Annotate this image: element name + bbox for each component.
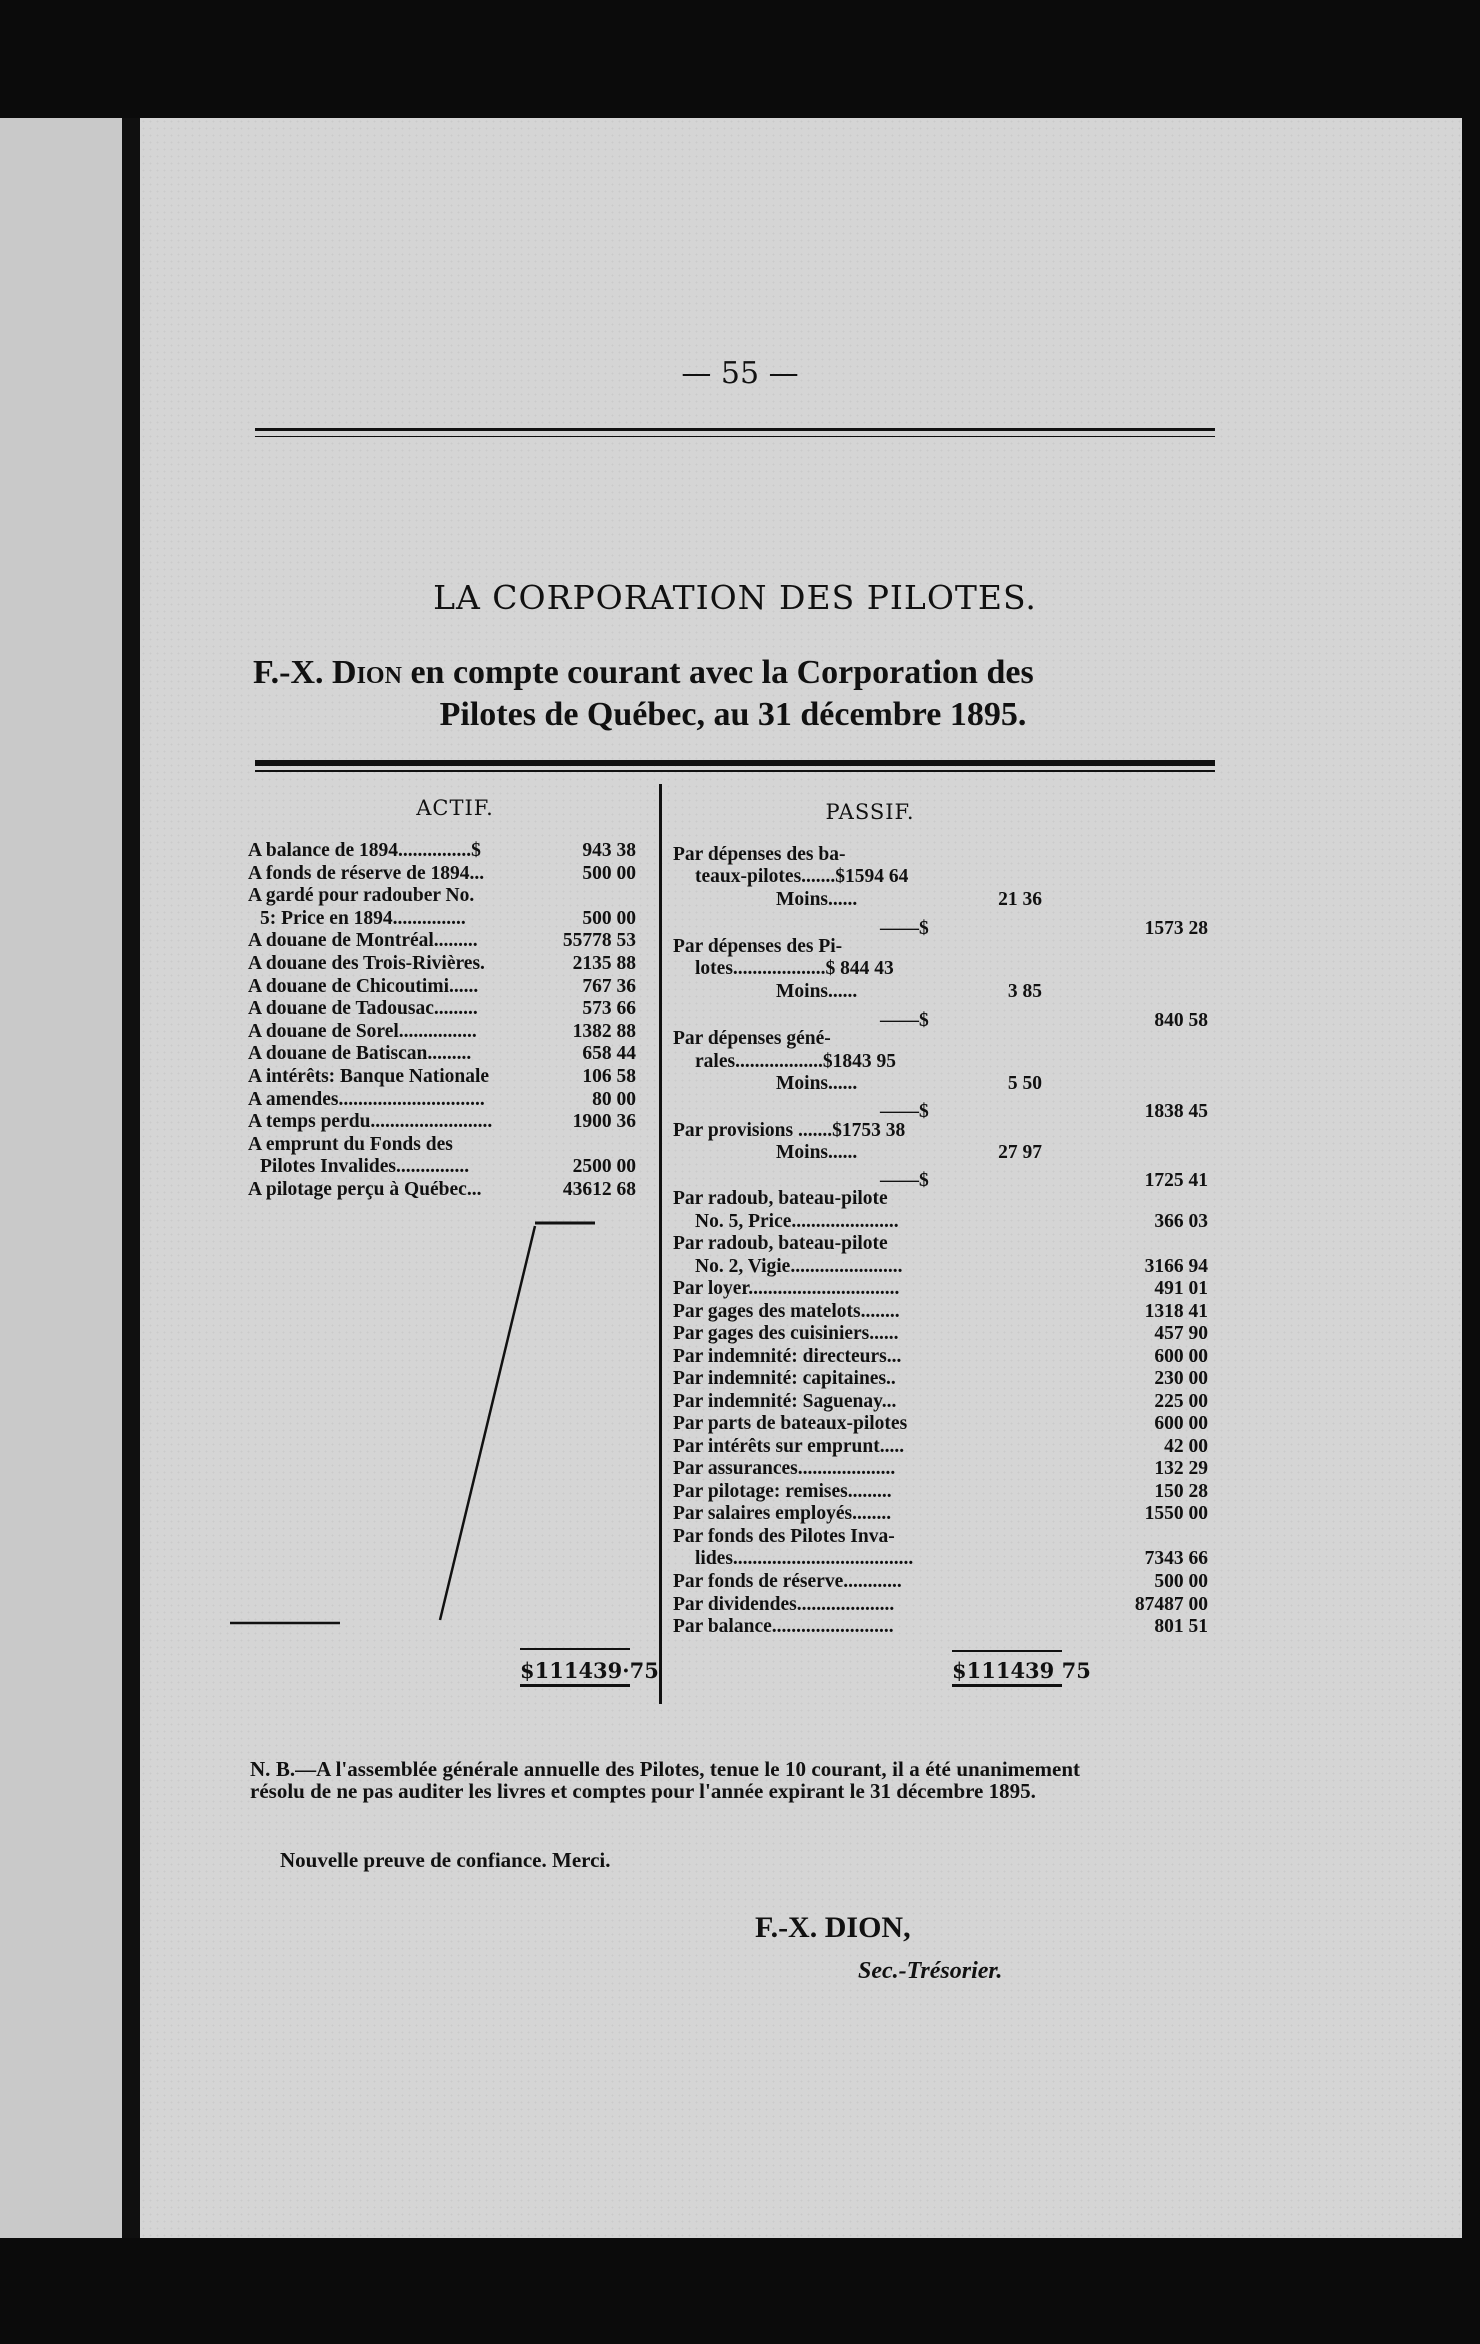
passif-row-label: Par parts de bateaux-pilotes [673,1413,908,1434]
passif-row [673,1503,1208,1525]
passif-row-amount: 600 00 [1154,1346,1208,1367]
actif-row-label: Pilotes Invalides............... [260,1156,470,1178]
passif-row-label: Par loyer............................... [673,1278,900,1299]
actif-row-amount: 1382 88 [572,1020,636,1042]
passif-row-label: Par fonds de réserve............ [673,1571,902,1592]
actif-row-amount: 1900 36 [572,1111,636,1133]
actif-row-label: A temps perdu......................... [248,1111,493,1133]
passif-row [695,1256,1208,1278]
actif-row-label: A pilotage perçu à Québec... [248,1179,482,1200]
passif-row [673,1413,1208,1435]
actif-row-label: A douane de Batiscan......... [248,1043,472,1065]
signer-name: F.-X. DION, [755,1911,911,1944]
passif-row-label: Par dividendes.................... [673,1594,895,1615]
actif-row-label: 5: Price en 1894............... [260,907,466,929]
actif-row [248,885,636,907]
passif-row-deduction: 21 36 [998,889,1042,910]
actif-row [248,863,636,885]
actif-row-label: A balance de 1894...............$ [248,840,481,861]
passif-row [776,981,1208,1003]
passif-row-amount: 42 00 [1164,1436,1208,1457]
passif-row-amount: 457 90 [1154,1323,1208,1344]
passif-row-label: Par indemnité: Saguenay... [673,1391,897,1412]
passif-row [673,1616,1208,1638]
passif-row-amount: 801 51 [1154,1616,1208,1637]
passif-row-label: Par provisions .......$1753 38 [673,1120,906,1141]
actif-row-label: A douane de Sorel................ [248,1020,477,1042]
merci-line: Nouvelle preuve de confiance. Merci. [280,1848,611,1872]
actif-row [248,998,636,1020]
actif-row-label: A amendes.............................. [248,1088,485,1110]
passif-row-deduction: 5 50 [1007,1073,1042,1094]
passif-row [673,1188,1208,1210]
passif-row-amount: 87487 00 [1134,1594,1208,1615]
actif-row-amount: 43612 68 [562,1179,636,1200]
actif-row [248,1066,636,1088]
passif-row-label: ——$ [880,1170,929,1191]
passif-row-label: ——$ [880,1101,929,1122]
passif-row-label: No. 2, Vigie....................... [695,1256,903,1277]
passif-row-label: ——$ [880,1010,929,1031]
passif-row-label: Par dépenses géné- [673,1028,831,1049]
actif-row [248,930,636,952]
passif-row [673,1233,1208,1255]
actif-heading: ACTIF. [416,796,494,820]
passif-row-label: Par radoub, bateau-pilote [673,1233,888,1254]
passif-row [673,1368,1208,1390]
passif-row-label: Par assurances.................... [673,1458,896,1479]
actif-row-label: A fonds de réserve de 1894... [248,862,485,884]
passif-row-label: Par pilotage: remises......... [673,1481,892,1502]
actif-blank-fill-line [230,1208,650,1638]
actif-row-amount: 55778 53 [562,930,636,952]
actif-total-underline [520,1684,630,1687]
passif-row-label: No. 5, Price...................... [695,1211,899,1232]
passif-total-rule [952,1650,1062,1652]
header-rule-thick [255,428,1215,431]
actif-row [248,1111,636,1133]
passif-row-amount: 225 00 [1154,1391,1208,1412]
passif-heading: PASSIF. [825,800,915,824]
passif-row-label: Moins...... [776,981,858,1002]
actif-row-amount: 943 38 [582,840,636,861]
passif-row-label: Moins...... [776,1073,858,1094]
passif-row-label: lides..................................... [695,1548,914,1569]
actif-row [248,1156,636,1178]
passif-row [673,1594,1208,1616]
page-gutter-shadow [122,118,140,2238]
passif-row-amount: 1725 41 [1144,1170,1208,1191]
passif-row-label: ——$ [880,918,929,939]
account-subtitle-line-1 [253,654,1073,692]
passif-row [673,1481,1208,1503]
note-paragraph: N. B.—A l'assemblée générale annuelle des Pilotes, tenue le 10 courant, il a été unanimement résolu de ne pas auditer les livres et comptes pour l'année expirant le 31 décembre 1895. [250,1757,1080,1803]
subtitle-name: Dion [332,654,402,691]
actif-row-label: A douane des Trois-Rivières. [248,953,485,974]
passif-row-amount: 491 01 [1154,1278,1208,1299]
passif-row-amount: 7343 66 [1144,1548,1208,1569]
actif-row [248,1021,636,1043]
passif-row-deduction: 3 85 [1007,981,1042,1002]
actif-row-amount: 2500 00 [572,1156,636,1178]
passif-row [673,1301,1208,1323]
passif-row [673,1028,1208,1050]
passif-row-amount: 3166 94 [1144,1256,1208,1277]
passif-row-label: Par balance......................... [673,1616,894,1637]
passif-row-amount: 1318 41 [1144,1301,1208,1322]
passif-row [695,1548,1208,1570]
passif-row-label: Par fonds des Pilotes Inva- [673,1526,895,1547]
passif-row [673,936,1208,958]
passif-row-label: Par indemnité: capitaines.. [673,1368,896,1389]
passif-row [673,1346,1208,1368]
actif-total-rule [520,1648,630,1650]
passif-row-amount: 1550 00 [1144,1503,1208,1524]
table-top-rule-thin [255,770,1215,772]
passif-row [695,866,1208,888]
passif-row-deduction: 27 97 [998,1142,1042,1163]
passif-row [695,958,1208,980]
passif-row [695,1051,1208,1073]
actif-row [248,1179,636,1201]
subtitle-name-prefix: F.-X. [253,654,333,691]
adjacent-page-edge [0,118,122,2238]
passif-row-label: Par indemnité: directeurs... [673,1346,902,1367]
passif-row-amount: 1838 45 [1144,1101,1208,1122]
passif-row [673,1323,1208,1345]
actif-row-label: A emprunt du Fonds des [248,1133,453,1155]
passif-row [776,1142,1208,1164]
actif-row [248,976,636,998]
actif-row [248,1089,636,1111]
passif-row-label: Moins...... [776,889,858,910]
passif-row-amount: 150 28 [1154,1481,1208,1502]
passif-row-label: Par radoub, bateau-pilote [673,1188,888,1209]
passif-row-label: Par gages des cuisiniers...... [673,1323,899,1344]
actif-row-label: A douane de Chicoutimi...... [248,975,479,997]
passif-row-amount: 500 00 [1154,1571,1208,1592]
passif-row-amount: 132 29 [1154,1458,1208,1479]
actif-row-label: A douane de Tadousac......... [248,998,478,1020]
passif-total-underline [952,1684,1062,1687]
passif-row-amount: 366 03 [1154,1211,1208,1232]
column-divider [659,784,662,1704]
passif-row-amount: 1573 28 [1144,918,1208,939]
passif-row [776,889,1208,911]
actif-row-amount: 80 00 [592,1088,636,1110]
passif-row-amount: 840 58 [1154,1010,1208,1031]
passif-row [776,1073,1208,1095]
page-number: — 55 — [681,356,799,391]
table-top-rule-thick [255,760,1215,766]
passif-row-label: lotes...................$ 844 43 [695,958,894,979]
actif-row-amount: 2135 88 [572,953,636,974]
passif-row [673,844,1208,866]
header-rule-thin [255,436,1215,437]
actif-row [248,1043,636,1065]
passif-row-label: Par intérêts sur emprunt..... [673,1436,905,1457]
account-subtitle-line-2: Pilotes de Québec, au 31 décembre 1895. [439,696,1027,733]
passif-row [673,1526,1208,1548]
passif-row [673,1436,1208,1458]
actif-row-amount: 106 58 [582,1066,636,1087]
passif-row-label: rales..................$1843 95 [695,1051,896,1072]
passif-row-label: Par gages des matelots........ [673,1301,900,1322]
passif-row [673,1458,1208,1480]
corporation-title: LA CORPORATION DES PILOTES. [433,578,1037,617]
passif-row-label: Par dépenses des ba- [673,844,846,865]
passif-row [673,1278,1208,1300]
actif-row-label: A gardé pour radouber No. [248,885,475,907]
actif-row-amount: 658 44 [582,1043,636,1065]
document-page [140,118,1462,2238]
signer-title: Sec.-Trésorier. [858,1958,1003,1984]
actif-total: $111439·75 [520,1658,659,1683]
subtitle-line-1-text: en compte courant avec la Corporation des [401,654,1034,691]
passif-row [695,1211,1208,1233]
passif-row-amount: 230 00 [1154,1368,1208,1389]
passif-row [673,1571,1208,1593]
passif-row [673,1120,1208,1142]
actif-row-amount: 500 00 [582,862,636,884]
passif-row-label: Par salaires employés........ [673,1503,892,1524]
actif-row-amount: 767 36 [582,975,636,997]
passif-row-label: Par dépenses des Pi- [673,936,843,957]
actif-row-label: A douane de Montréal......... [248,930,478,952]
actif-row [248,908,636,930]
actif-row [248,1134,636,1156]
actif-row-label: A intérêts: Banque Nationale [248,1066,490,1087]
passif-row-amount: 600 00 [1154,1413,1208,1434]
passif-row [673,1391,1208,1413]
actif-row-amount: 573 66 [582,998,636,1020]
passif-row-label: Moins...... [776,1142,858,1163]
actif-row-amount: 500 00 [582,907,636,929]
passif-row-label: teaux-pilotes.......$1594 64 [695,866,909,887]
passif-total: $111439 75 [952,1658,1091,1683]
actif-row [248,840,636,862]
actif-row [248,953,636,975]
